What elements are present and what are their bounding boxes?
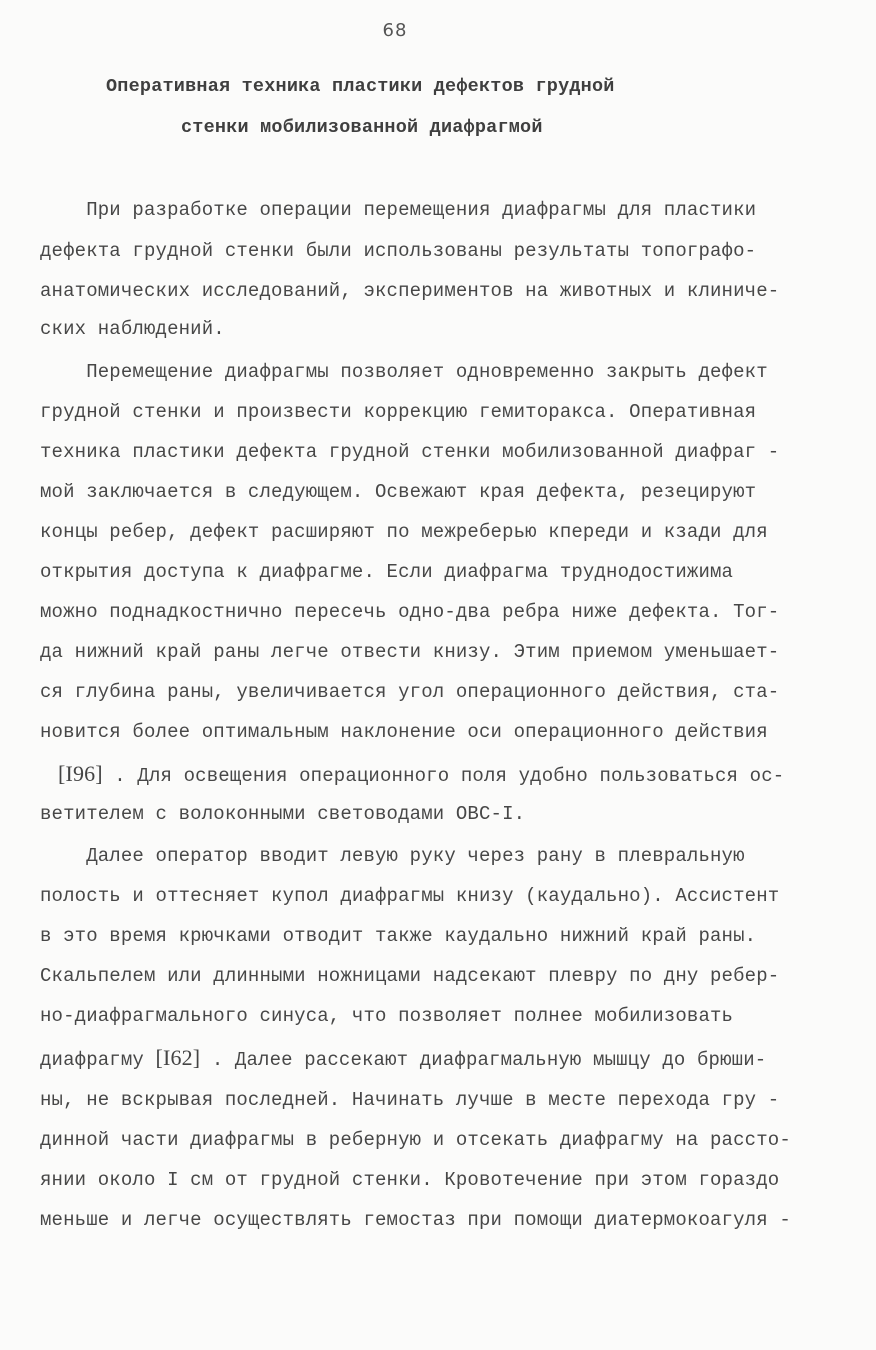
text-segment: диафрагму — [40, 1049, 156, 1071]
text-line: да нижний край раны легче отвести книзу. Этим приемом уменьшает- — [40, 641, 780, 663]
text-line — [58, 763, 858, 787]
text-line: в это время крючками отводит также каудально нижний край раны. — [40, 925, 757, 947]
text-line: Перемещение диафрагмы позволяет одновременно закрыть дефект — [40, 361, 768, 383]
title-line-1: Оперативная техника пластики дефектов грудной — [106, 76, 615, 97]
text-segment: . Далее рассекают диафрагмальную мышцу до брюши- — [200, 1049, 767, 1071]
text-line: меньше и легче осуществлять гемостаз при помощи диатермокоагуля - — [40, 1209, 791, 1231]
citation-reference: [I62] — [155, 1045, 201, 1070]
text-line: динной части диафрагмы в реберную и отсекать диафрагму на рассто- — [40, 1129, 791, 1151]
text-line: ны, не вскрывая последней. Начинать лучше в месте перехода гру - — [40, 1089, 780, 1111]
text-line: новится более оптимальным наклонение оси операционного действия — [40, 721, 768, 743]
text-line: грудной стенки и произвести коррекцию гемиторакса. Оперативная — [40, 401, 757, 423]
text-line: Скальпелем или длинными ножницами надсекают плевру по дну ребер- — [40, 965, 780, 987]
text-line: ских наблюдений. — [40, 318, 225, 340]
text-line: открытия доступа к диафрагме. Если диафрагма труднодостижима — [40, 561, 734, 583]
text-line: янии около I см от грудной стенки. Кровотечение при этом гораздо — [40, 1169, 780, 1191]
text-line: мой заключается в следующем. Освежают края дефекта, резецируют — [40, 481, 757, 503]
text-line: полость и оттесняет купол диафрагмы книзу (каудально). Ассистент — [40, 885, 780, 907]
page-number: 68 — [382, 20, 408, 41]
text-line: дефекта грудной стенки были использованы результаты топографо- — [40, 240, 757, 262]
text-line: техника пластики дефекта грудной стенки мобилизованной диафраг - — [40, 441, 780, 463]
text-line: можно поднадкостнично пересечь одно-два ребра ниже дефекта. Тог- — [40, 601, 780, 623]
citation-reference: [I96] — [58, 761, 103, 786]
title-line-2: стенки мобилизованной диафрагмой — [181, 117, 543, 138]
text-line: При разработке операции перемещения диафрагмы для пластики — [40, 199, 757, 221]
text-line: ветителем с волоконными световодами ОВС-I. — [40, 803, 526, 825]
text-line: но-диафрагмального синуса, что позволяет полнее мобилизовать — [40, 1005, 734, 1027]
text-line: ся глубина раны, увеличивается угол операционного действия, ста- — [40, 681, 780, 703]
text-line: концы ребер, дефект расширяют по межреберью кпереди и кзади для — [40, 521, 768, 543]
text-line — [40, 1047, 840, 1071]
text-line: Далее оператор вводит левую руку через рану в плевральную — [40, 845, 745, 867]
text-segment: . Для освещения операционного поля удобно пользоваться ос- — [102, 765, 785, 787]
text-line: анатомических исследований, экспериментов на животных и клиниче- — [40, 280, 780, 302]
